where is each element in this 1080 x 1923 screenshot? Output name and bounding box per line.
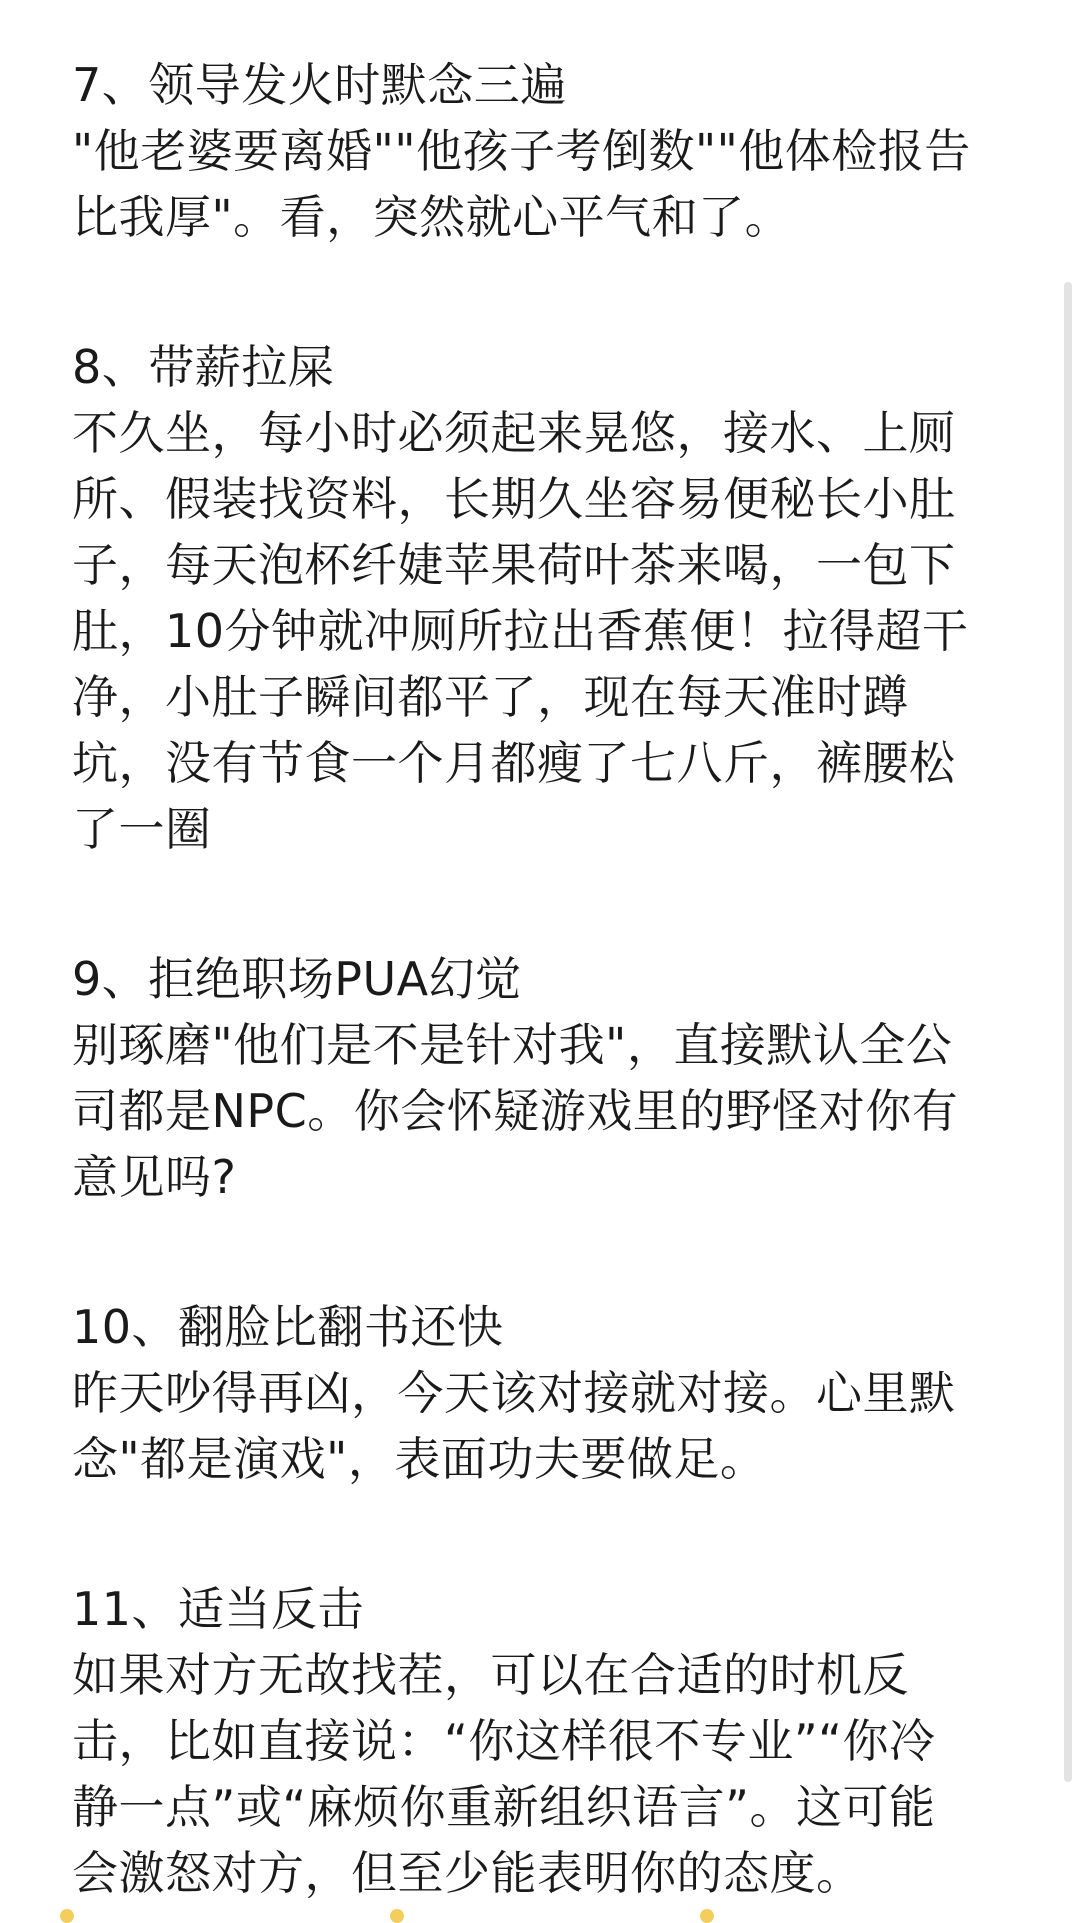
section-line: 净，小肚子瞬间都平了，现在每天准时蹲: [72, 670, 909, 724]
vertical-scrollbar[interactable]: [1064, 282, 1072, 1782]
section-line: "他老婆要离婚""他孩子考倒数""他体检报告: [72, 124, 971, 178]
tip-section-9: [72, 946, 1012, 1210]
section-line: 所、假装找资料，长期久坐容易便秘长小肚: [72, 472, 956, 526]
section-line: 别琢磨"他们是不是针对我"，直接默认全公: [72, 1018, 953, 1072]
bottom-edge-decoration: [0, 1893, 1080, 1915]
section-line: 肚，10分钟就冲厕所拉出香蕉便！拉得超干: [72, 604, 969, 658]
section-line: 念"都是演戏"，表面功夫要做足。: [72, 1432, 767, 1486]
section-title: 8、带薪拉屎: [72, 340, 335, 394]
section-line: 意见吗?: [72, 1150, 237, 1204]
tip-section-7: [72, 52, 1012, 250]
tip-section-8: [72, 334, 1012, 862]
section-line: 击，比如直接说：“你这样很不专业”“你冷: [72, 1714, 936, 1768]
article-body: [72, 52, 1012, 1906]
section-line: 了一圈: [72, 802, 212, 856]
decorative-dot-icon: [700, 1909, 714, 1923]
section-line: 不久坐，每小时必须起来晃悠，接水、上厕: [72, 406, 956, 460]
section-line: 比我厚"。看，突然就心平气和了。: [72, 190, 792, 244]
section-title: 11、适当反击: [72, 1582, 365, 1636]
scrollbar-thumb[interactable]: [1064, 282, 1072, 1782]
section-line: 静一点”或“麻烦你重新组织语言”。这可能: [72, 1780, 936, 1834]
section-line: 会激怒对方，但至少能表明你的态度。: [72, 1846, 863, 1900]
decorative-dot-icon: [60, 1909, 74, 1923]
section-line: 如果对方无故找茬，可以在合适的时机反: [72, 1648, 909, 1702]
section-line: 子，每天泡杯纤婕苹果荷叶茶来喝，一包下: [72, 538, 956, 592]
tip-section-11: [72, 1576, 1012, 1906]
section-line: 司都是NPC。你会怀疑游戏里的野怪对你有: [72, 1084, 959, 1138]
section-title: 10、翻脸比翻书还快: [72, 1300, 504, 1354]
section-line: 昨天吵得再凶，今天该对接就对接。心里默: [72, 1366, 956, 1420]
section-title: 7、领导发火时默念三遍: [72, 58, 567, 112]
decorative-dot-icon: [390, 1909, 404, 1923]
section-title: 9、拒绝职场PUA幻觉: [72, 952, 522, 1006]
tip-section-10: [72, 1294, 1012, 1492]
section-line: 坑，没有节食一个月都瘦了七八斤，裤腰松: [72, 736, 956, 790]
